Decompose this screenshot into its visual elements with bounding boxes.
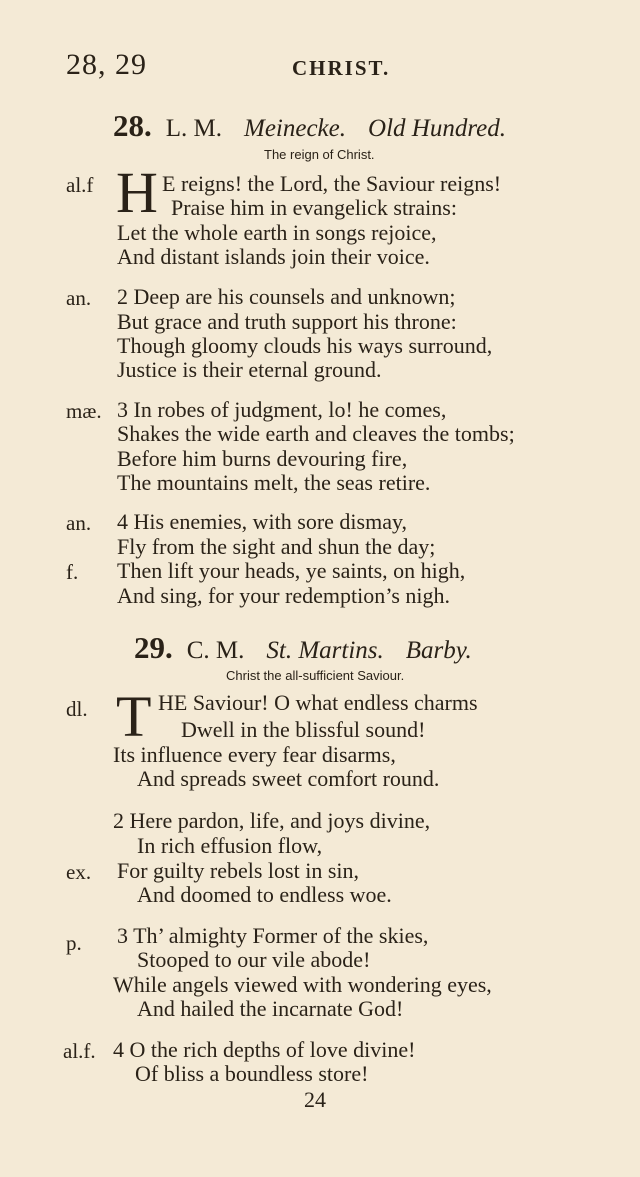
- dynamic-mark: dl.: [66, 697, 88, 721]
- verse-line: Stooped to our vile abode!: [137, 947, 371, 972]
- verse-line: 2 Deep are his counsels and unknown;: [117, 284, 456, 309]
- dynamic-mark: mæ.: [66, 399, 102, 423]
- page-numbers: 28, 29: [66, 48, 147, 81]
- tune-name: Meinecke.: [244, 115, 347, 142]
- verse-line: Justice is their eternal ground.: [117, 357, 382, 382]
- drop-cap: T: [116, 684, 152, 749]
- verse-line: Of bliss a boundless store!: [135, 1061, 369, 1086]
- tune-name: Old Hundred.: [368, 115, 506, 142]
- hymn-meter: C. M.: [186, 637, 245, 664]
- verse-line: Dwell in the blissful sound!: [181, 717, 426, 742]
- verse-line: Then lift your heads, ye saints, on high,: [117, 558, 466, 583]
- verse-line: 3 Th’ almighty Former of the skies,: [117, 923, 429, 948]
- running-title: CHRIST.: [292, 56, 391, 80]
- verse-line: Fly from the sight and shun the day;: [117, 534, 436, 559]
- verse-line: 3 In robes of judgment, lo! he comes,: [117, 397, 447, 422]
- dynamic-mark: an.: [66, 511, 92, 535]
- hymn-heading: [113, 108, 528, 144]
- hymn-number: 28.: [113, 108, 152, 143]
- verse-line: HE Saviour! O what endless charms: [158, 690, 478, 715]
- verse-line: Though gloomy clouds his ways surround,: [117, 333, 493, 358]
- verse-line: In rich effusion flow,: [137, 833, 323, 858]
- verse-line: While angels viewed with wondering eyes,: [113, 972, 492, 997]
- hymn-number: 29.: [134, 630, 173, 665]
- hymn-heading: [134, 630, 494, 666]
- drop-cap: H: [116, 160, 158, 225]
- verse-line: Its influence every fear disarms,: [113, 742, 396, 767]
- dynamic-mark: f.: [66, 560, 79, 584]
- verse-line: For guilty rebels lost in sin,: [117, 858, 359, 883]
- dynamic-mark: p.: [66, 931, 82, 955]
- hymn-subtitle: The reign of Christ.: [264, 147, 375, 162]
- verse-line: The mountains melt, the seas retire.: [117, 470, 431, 495]
- verse-line: 2 Here pardon, life, and joys divine,: [113, 808, 431, 833]
- dynamic-mark: ex.: [66, 860, 92, 884]
- verse-line: 4 O the rich depths of love divine!: [113, 1037, 416, 1062]
- verse-line: And spreads sweet comfort round.: [137, 766, 440, 791]
- verse-line: And doomed to endless woe.: [137, 882, 392, 907]
- hymn-meter: L. M.: [165, 115, 222, 142]
- verse-line: And distant islands join their voice.: [117, 244, 430, 269]
- dynamic-mark: an.: [66, 286, 92, 310]
- dynamic-mark: al.f.: [63, 1039, 96, 1063]
- verse-line: 4 His enemies, with sore dismay,: [117, 509, 408, 534]
- verse-line: And hailed the incarnate God!: [137, 996, 404, 1021]
- folio-number: 24: [304, 1087, 326, 1112]
- tune-name: Barby.: [405, 637, 472, 664]
- verse-line: And sing, for your redemption’s nigh.: [117, 583, 451, 608]
- hymn-subtitle: Christ the all-sufficient Saviour.: [226, 668, 405, 683]
- dynamic-mark: al.f: [66, 173, 94, 197]
- tune-name: St. Martins.: [266, 637, 384, 664]
- verse-line: Shakes the wide earth and cleaves the tombs;: [117, 421, 515, 446]
- verse-line: Praise him in evangelick strains:: [171, 195, 457, 220]
- verse-line: Let the whole earth in songs rejoice,: [117, 220, 437, 245]
- verse-line: But grace and truth support his throne:: [117, 309, 457, 334]
- verse-line: Before him burns devouring fire,: [117, 446, 408, 471]
- verse-line: E reigns! the Lord, the Saviour reigns!: [162, 171, 502, 196]
